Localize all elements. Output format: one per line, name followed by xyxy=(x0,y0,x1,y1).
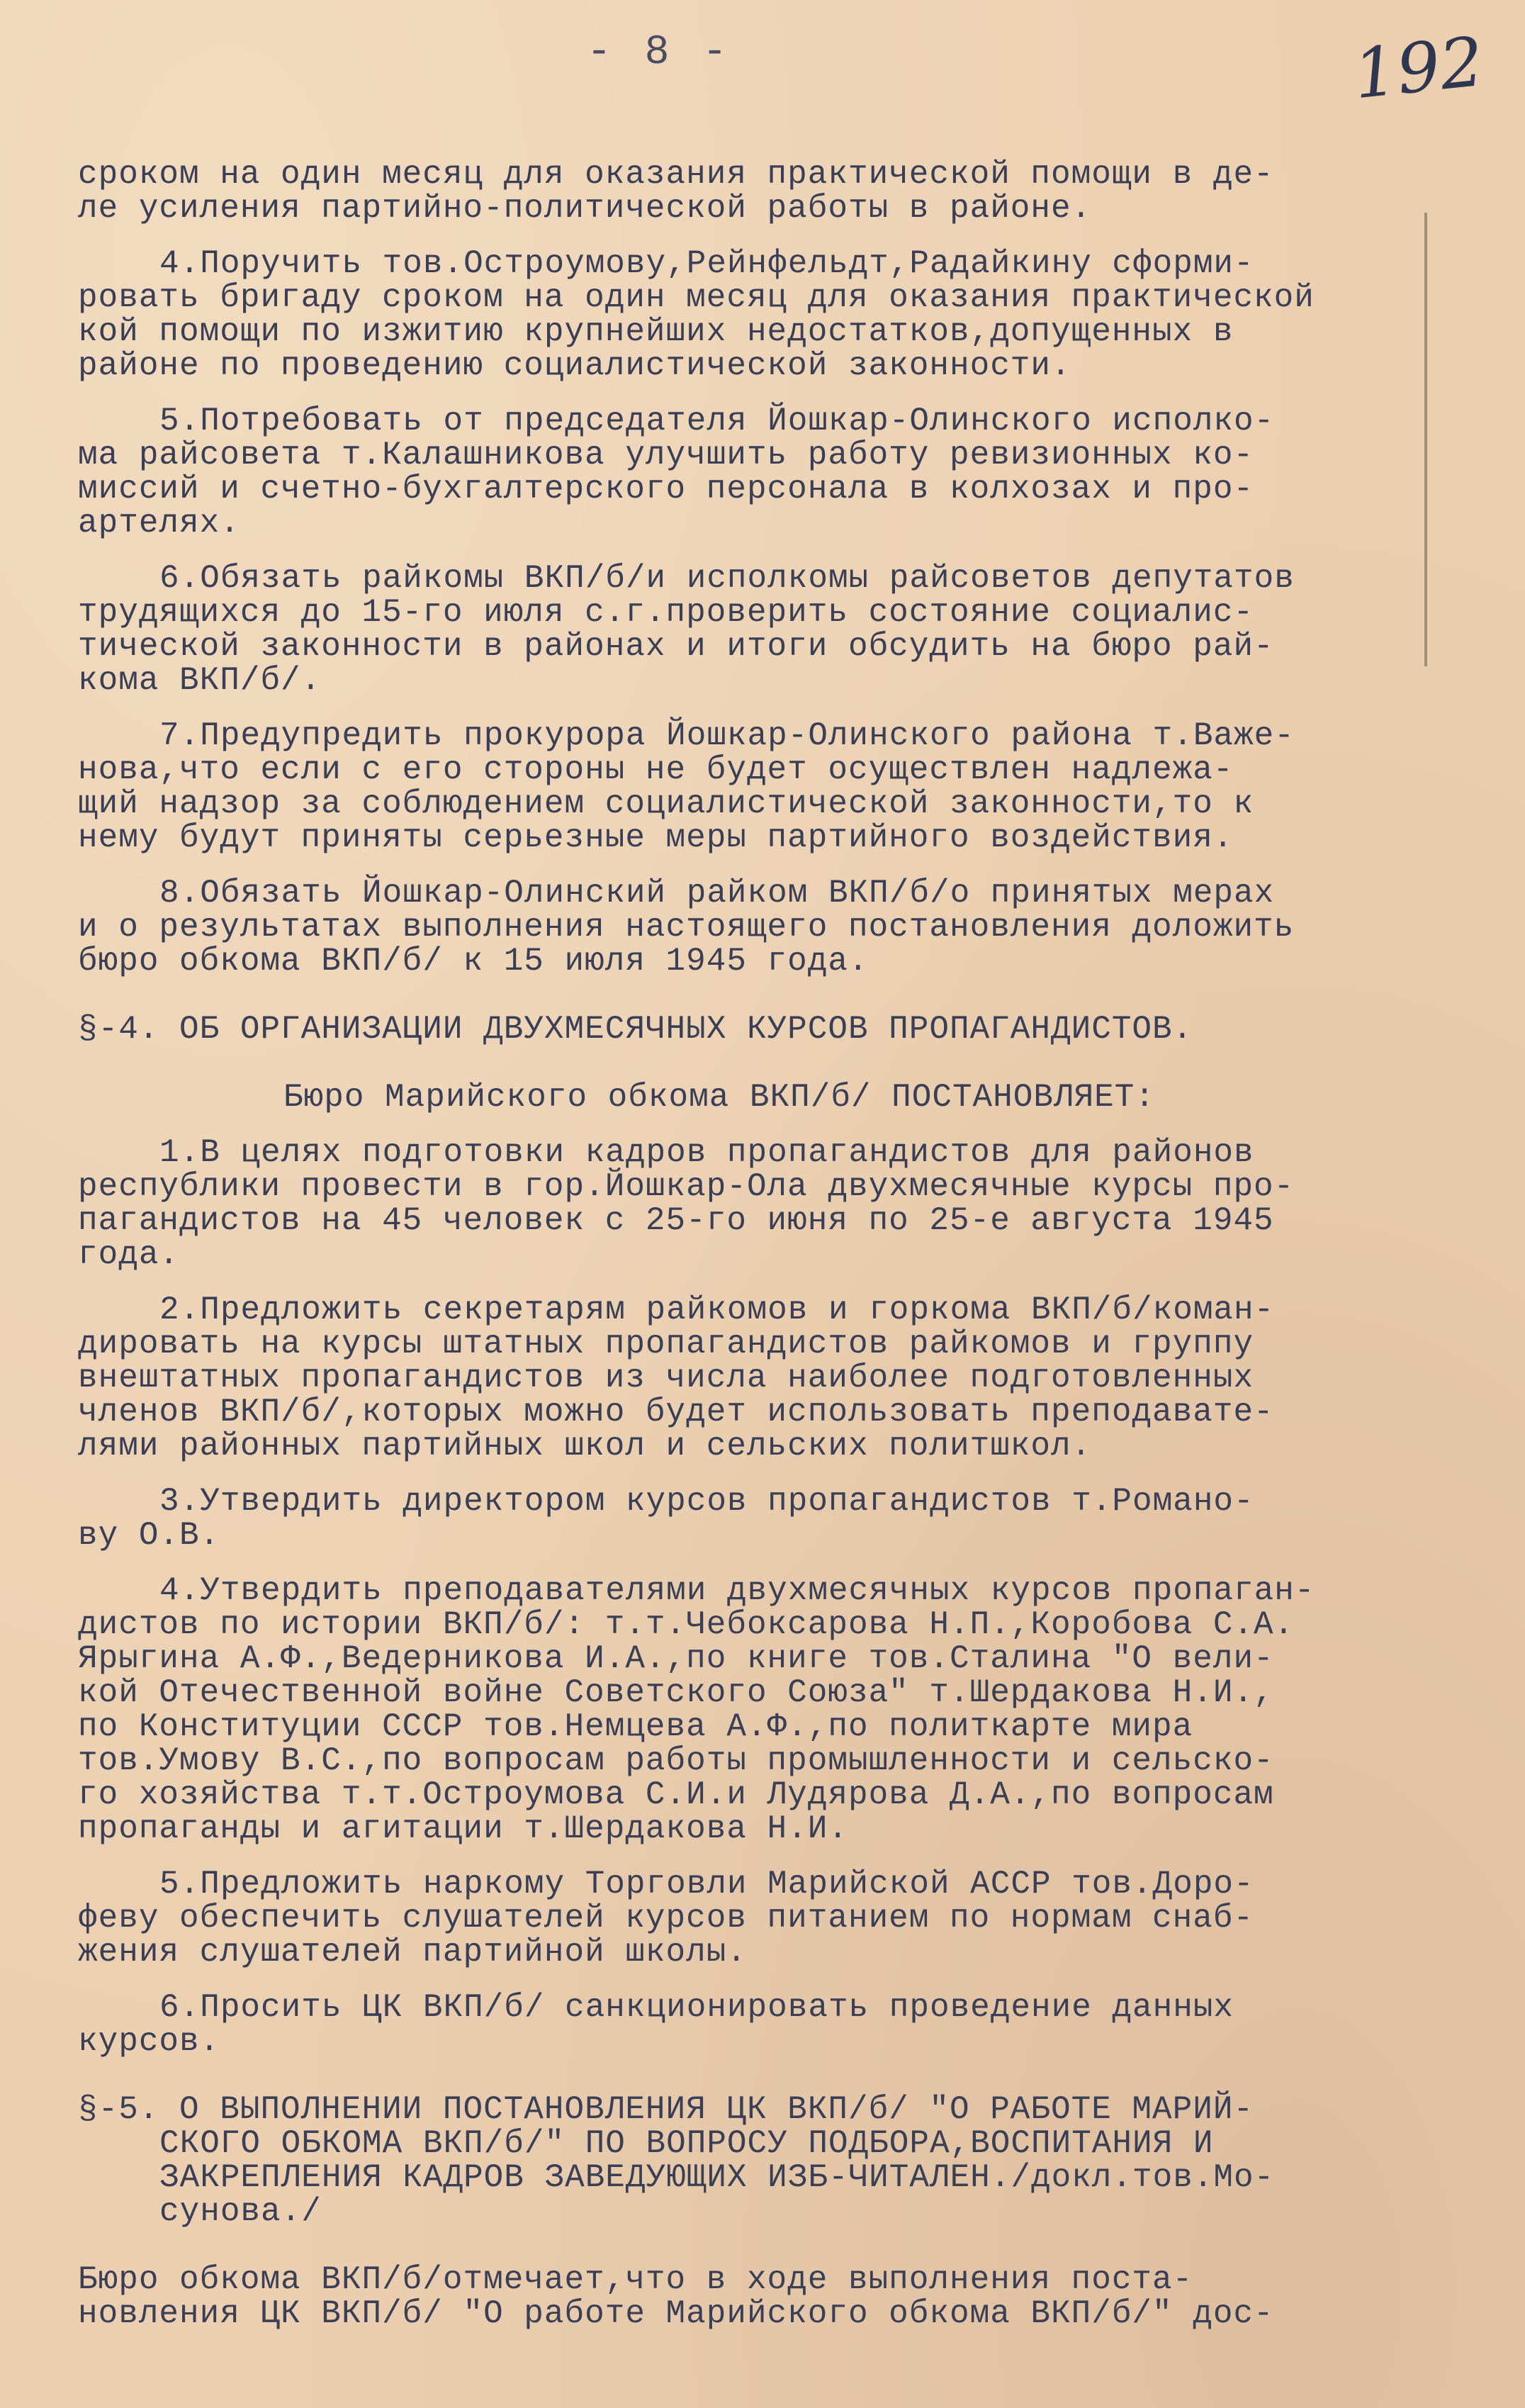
text-line: 7.Предупредить прокурора Йошкар-Олинского района т.Важе- xyxy=(159,717,1295,754)
text-line: феву обеспечить слушателей курсов питанием по нормам снаб- xyxy=(78,1900,1254,1937)
text-line: года. xyxy=(78,1236,180,1273)
text-line: миссий и счетно-бухгалтерского персонала в колхозах и про- xyxy=(78,471,1254,508)
section-heading: ЗАКРЕПЛЕНИЯ КАДРОВ ЗАВЕДУЮЩИХ ИЗБ-ЧИТАЛЕН./докл.тов.Мо- xyxy=(159,2159,1275,2196)
text-line: тической законности в районах и итоги обсудить на бюро рай- xyxy=(78,628,1274,665)
text-line: по Конституции СССР тов.Немцева А.Ф.,по политкарте мира xyxy=(78,1708,1193,1745)
text-line: 1.В целях подготовки кадров пропагандистов для районов xyxy=(159,1134,1254,1171)
text-line: районе по проведению социалистической законности. xyxy=(78,347,1071,384)
text-line: ровать бригаду сроком на один месяц для оказания практической xyxy=(78,279,1315,316)
text-line: и о результатах выполнения настоящего постановления доложить xyxy=(78,909,1295,946)
text-line: 5.Потребовать от председателя Йошкар-Олинского исполко- xyxy=(159,403,1275,439)
text-line: бюро обкома ВКП/б/ к 15 июля 1945 года. xyxy=(78,943,869,980)
text-line: 8.Обязать Йошкар-Олинский райком ВКП/б/о принятых мерах xyxy=(159,875,1275,912)
text-line: 6.Просить ЦК ВКП/б/ санкционировать проведение данных xyxy=(159,1989,1234,2026)
text-line: 4.Поручить тов.Остроумову,Рейнфельдт,Радайкину сформи- xyxy=(159,245,1254,282)
text-line: Ярыгина А.Ф.,Ведерникова И.А.,по книге тов.Сталина "О вели- xyxy=(78,1640,1274,1677)
section-heading: §-5. О ВЫПОЛНЕНИИ ПОСТАНОВЛЕНИЯ ЦК ВКП/б/ "О РАБОТЕ МАРИЙ- xyxy=(78,2091,1254,2128)
text-line: новления ЦК ВКП/б/ "О работе Марийского обкома ВКП/б/" дос- xyxy=(78,2295,1274,2332)
archive-number: 192 xyxy=(1349,21,1487,115)
text-line: нова,что если с его стороны не будет осуществлен надлежа- xyxy=(78,751,1234,788)
text-line: 3.Утвердить директором курсов пропагандистов т.Романо- xyxy=(159,1483,1254,1520)
text-line: нему будут приняты серьезные меры партийного воздействия. xyxy=(78,819,1234,856)
text-line: республики провести в гор.Йошкар-Ола двухмесячные курсы про- xyxy=(78,1168,1295,1205)
section-heading: СКОГО ОБКОМА ВКП/б/" ПО ВОПРОСУ ПОДБОРА,ВОСПИТАНИЯ И xyxy=(159,2125,1214,2162)
text-line: дировать на курсы штатных пропагандистов райкомов и группу xyxy=(78,1326,1254,1362)
text-line: 6.Обязать райкомы ВКП/б/и исполкомы райсоветов депутатов xyxy=(159,560,1295,597)
text-line: 4.Утвердить преподавателями двухмесячных курсов пропаган- xyxy=(159,1572,1315,1609)
text-line: кома ВКП/б/. xyxy=(78,662,322,699)
text-line: щий надзор за соблюдением социалистической законности,то к xyxy=(78,785,1254,822)
text-line: дистов по истории ВКП/б/: т.т.Чебоксарова Н.П.,Коробова С.А. xyxy=(78,1606,1295,1643)
text-line: трудящихся до 15-го июля с.г.проверить состояние социалис- xyxy=(78,594,1254,631)
text-line: внештатных пропагандистов из числа наиболее подготовленных xyxy=(78,1360,1254,1396)
section-heading: §-4. ОБ ОРГАНИЗАЦИИ ДВУХМЕСЯЧНЫХ КУРСОВ ПРОПАГАНДИСТОВ. xyxy=(78,1011,1193,1048)
text-line: кой помощи по изжитию крупнейших недостатков,допущенных в xyxy=(78,313,1234,350)
text-line: жения слушателей партийной школы. xyxy=(78,1934,747,1971)
document-body xyxy=(78,157,1488,2331)
text-line: тов.Умову В.С.,по вопросам работы промышленности и сельско- xyxy=(78,1742,1274,1779)
page-number: - 8 - xyxy=(586,30,732,76)
text-line: 2.Предложить секретарям райкомов и горкома ВКП/б/коман- xyxy=(159,1292,1275,1328)
text-line: лями районных партийных школ и сельских политшкол. xyxy=(78,1428,1092,1465)
text-line: пагандистов на 45 человек с 25-го июня по 25-е августа 1945 xyxy=(78,1202,1274,1239)
text-line: ма райсовета т.Калашникова улучшить работу ревизионных ко- xyxy=(78,437,1254,474)
text-line: го хозяйства т.т.Остроумова С.И.и Лудярова Д.А.,по вопросам xyxy=(78,1776,1274,1813)
text-line: кой Отечественной войне Советского Союза" т.Шердакова Н.И., xyxy=(78,1674,1274,1711)
section-heading: сунова./ xyxy=(159,2193,322,2230)
text-line: сроком на один месяц для оказания практической помощи в де- xyxy=(78,156,1274,193)
text-line: Бюро обкома ВКП/б/отмечает,что в ходе выполнения поста- xyxy=(78,2261,1193,2298)
text-line: ву О.В. xyxy=(78,1517,220,1554)
text-line: пропаганды и агитации т.Шердакова Н.И. xyxy=(78,1810,848,1847)
text-line: курсов. xyxy=(78,2023,220,2060)
text-line: 5.Предложить наркому Торговли Марийской АССР тов.Доро- xyxy=(159,1866,1254,1903)
decision-heading: Бюро Марийского обкома ВКП/б/ ПОСТАНОВЛЯЕТ: xyxy=(283,1079,1155,1116)
text-line: ле усиления партийно-политической работы в районе. xyxy=(78,190,1092,227)
text-line: членов ВКП/б/,которых можно будет использовать преподавате- xyxy=(78,1394,1274,1430)
text-line: артелях. xyxy=(78,505,240,542)
